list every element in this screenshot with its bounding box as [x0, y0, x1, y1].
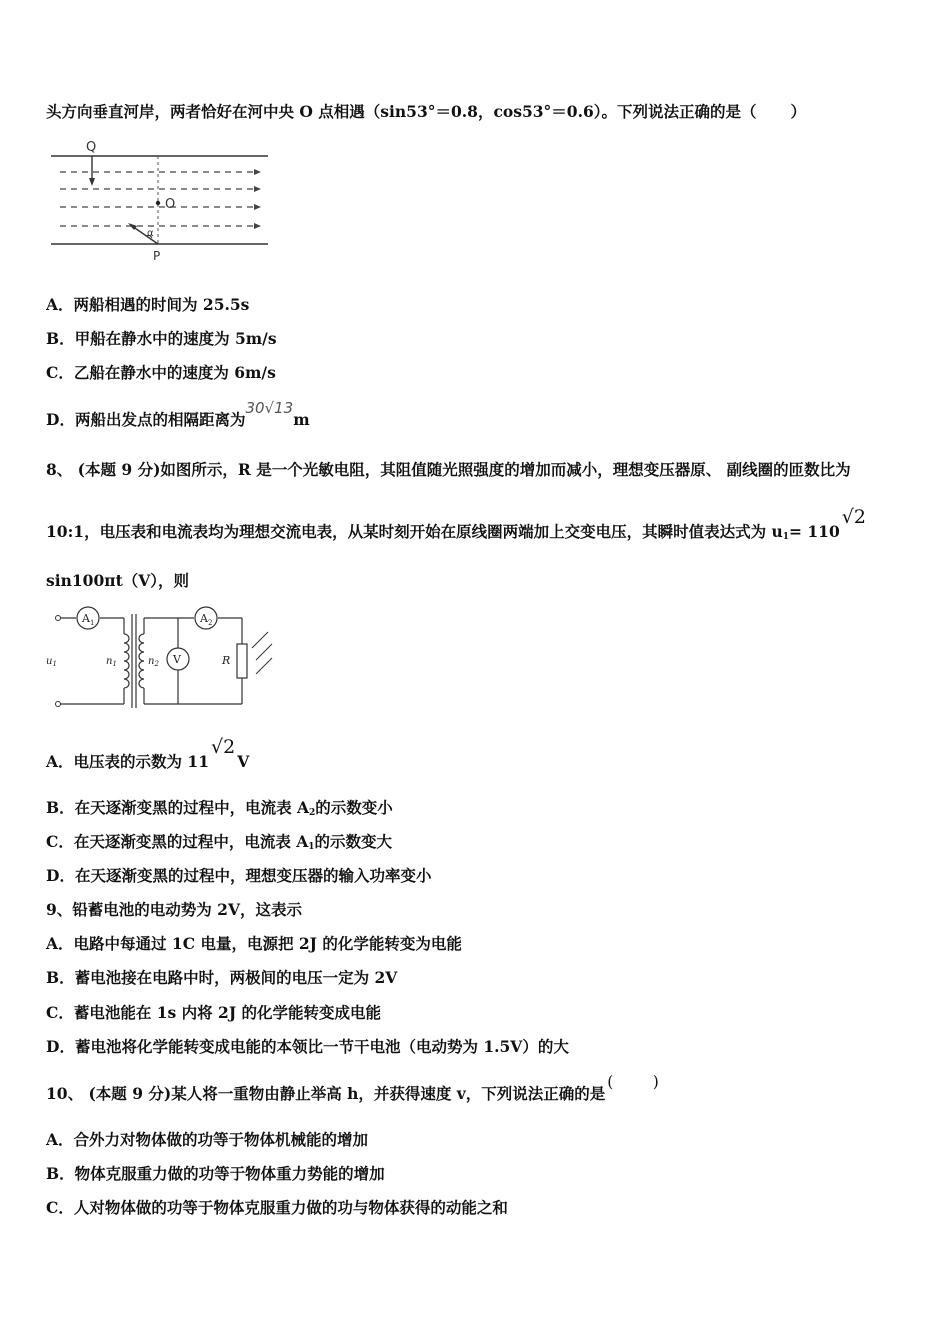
q8-option-c [46, 832, 392, 857]
q9-stem: 9、铅蓄电池的电动势为 2V，这表示 [46, 900, 302, 919]
label-n1-sub: 1 [112, 660, 117, 668]
q8-line2-sqrt: √2 [841, 506, 866, 528]
q8-option-a-unit: V [237, 752, 250, 771]
q8-option-a [46, 736, 250, 772]
q10-option-b: B．物体克服重力做的功等于物体重力势能的增加 [46, 1164, 385, 1183]
label-u1-sub: 1 [52, 660, 57, 668]
current-arrowheads [254, 169, 261, 229]
label-n2: n [148, 656, 155, 667]
intro-paren-close: ） [790, 102, 807, 121]
q8-stem-line1: 8、 (本题 9 分)如图所示，R 是一个光敏电阻，其阻值随光照强度的增加而减小，理想变压器原、 副线圈的匝数比为 [46, 460, 851, 479]
label-n2-sub: 2 [154, 660, 159, 668]
q9-option-b: B．蓄电池接在电路中时，两极间的电压一定为 2V [46, 968, 398, 987]
q7-option-d-formula: 30√13 [245, 399, 294, 417]
q7-option-d-unit: m [293, 410, 310, 429]
q8-line2-eq: = 110 [789, 522, 840, 541]
q7-option-c: C．乙船在静水中的速度为 6m/s [46, 363, 276, 382]
label-o: O [165, 197, 176, 212]
q10-option-a: A．合外力对物体做的功等于物体机械能的增加 [46, 1130, 369, 1149]
q8-option-c-sub: 1 [308, 842, 315, 852]
q8-stem-line3: sin100πt（V），则 [46, 571, 190, 590]
q9-option-a: A．电路中每通过 1C 电量，电源把 2J 的化学能转变为电能 [46, 934, 462, 953]
label-q: Q [86, 140, 97, 155]
svg-text:u1 [46, 656, 57, 668]
intro-text: 头方向垂直河岸，两者恰好在河中央 O 点相遇（sin53°＝0.8，cos53°＝0.6）。下列说法正确的是（ [46, 102, 757, 121]
meeting-point-o [156, 201, 160, 205]
q7-option-a: A．两船相遇的时间为 25.5s [46, 295, 250, 314]
q8-option-b-tail: 的示数变小 [315, 798, 393, 817]
q10-option-c: C．人对物体做的功等于物体克服重力做的功与物体获得的动能之和 [46, 1198, 508, 1217]
q8-stem-line2 [46, 506, 868, 547]
light-rays [252, 632, 272, 674]
q10-stem [46, 1073, 659, 1104]
svg-text:n2 [148, 656, 159, 668]
boat-p-velocity [132, 226, 158, 244]
label-u1: u [46, 656, 53, 667]
q7-option-d [46, 399, 310, 430]
terminal-top [56, 616, 61, 621]
label-p: P [153, 249, 161, 263]
q10-answer-paren: ( ) [607, 1073, 659, 1091]
photoresistor-r [237, 644, 247, 678]
q8-option-b-text: B．在天逐渐变黑的过程中，电流表 A [46, 798, 310, 817]
label-r: R [222, 654, 231, 667]
q8-option-d: D．在天逐渐变黑的过程中，理想变压器的输入功率变小 [46, 866, 432, 885]
river-diagram [46, 138, 272, 264]
q8-option-a-sqrt: √2 [211, 736, 236, 758]
boat-q-arrowhead [89, 178, 95, 186]
label-a2-sub: 2 [207, 619, 213, 627]
label-v: V [173, 653, 181, 666]
question-7-stem-continuation [46, 102, 806, 122]
q8-option-a-text: A．电压表的示数为 11 [46, 752, 209, 771]
q8-option-b [46, 798, 393, 823]
q8-option-b-sub: 2 [309, 808, 316, 818]
q9-option-c: C．蓄电池能在 1s 内将 2J 的化学能转变成电能 [46, 1003, 382, 1022]
label-angle: α [147, 228, 154, 239]
label-a1: A [82, 612, 90, 625]
q9-option-d: D．蓄电池将化学能转变成电能的本领比一节干电池（电动势为 1.5V）的大 [46, 1037, 569, 1056]
q10-stem-text: 10、 (本题 9 分)某人将一重物由静止举高 h，并获得速度 v，下列说法正确的是 [46, 1084, 606, 1103]
label-a2: A [200, 612, 208, 625]
q8-line2-text: 10:1，电压表和电流表均为理想交流电表，从某时刻开始在原线圈两端加上交变电压，其瞬时值表达式为 u [46, 522, 783, 541]
q8-option-c-tail: 的示数变大 [314, 832, 393, 851]
label-n1: n [106, 656, 113, 667]
transformer-circuit-diagram [46, 604, 276, 714]
label-a1-sub: 1 [89, 619, 95, 627]
q8-line2-sub: 1 [782, 532, 790, 542]
q7-option-b: B．甲船在静水中的速度为 5m/s [46, 329, 277, 348]
q7-option-d-text: D．两船出发点的相隔距离为 [46, 410, 246, 429]
q8-option-c-text: C．在天逐渐变黑的过程中，电流表 A [46, 832, 309, 851]
terminal-bottom [56, 702, 61, 707]
current-lines [60, 172, 258, 226]
svg-text:n1 [106, 656, 117, 668]
